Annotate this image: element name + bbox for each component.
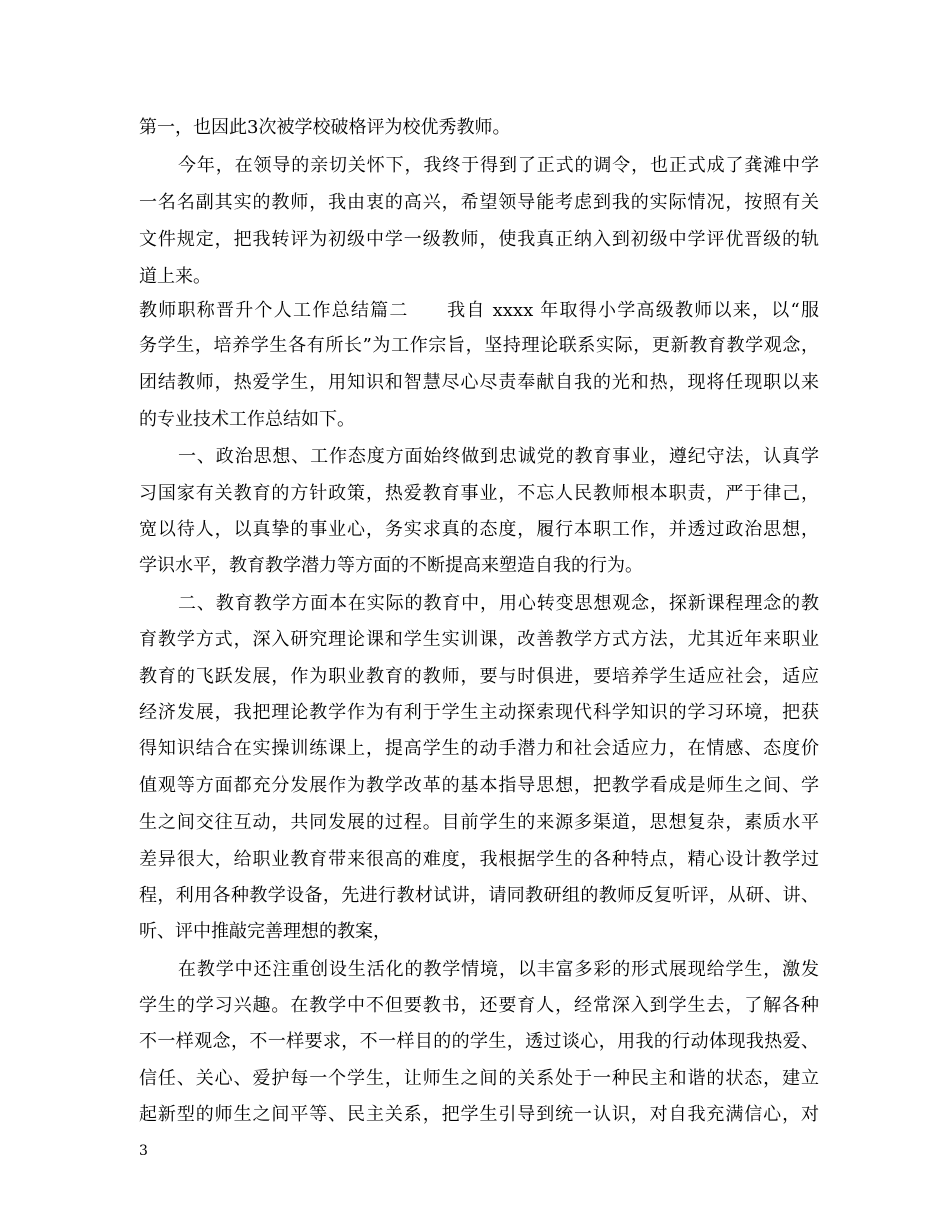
text-line: 一、政治思想、工作态度方面始终做到忠诚党的教育事业，遵纪守法，认真学: [178, 446, 819, 467]
text-line: 文件规定，把我转评为初级中学一级教师，使我真正纳入到初级中学评优晋级的轨: [139, 229, 819, 250]
text-line: 生之间交往互动，共同发展的过程。目前学生的来源多渠道，思想复杂，素质水平: [139, 812, 819, 833]
text-line: 得知识结合在实操训练课上，提高学生的动手潜力和社会适应力，在情感、态度价: [139, 738, 819, 759]
text-line: 学生的学习兴趣。在教学中不但要教书，还要育人，经常深入到学生去，了解各种: [139, 995, 819, 1016]
text-line: 不一样观念，不一样要求，不一样目的的学生，透过谈心，用我的行动体现我热爱、: [139, 1031, 819, 1052]
text-line: 信任、关心、爱护每一个学生，让师生之间的关系处于一种民主和谐的状态，建立: [139, 1068, 819, 1089]
text-line: 第一，也因此3次被学校破格评为校优秀教师。: [139, 117, 511, 138]
text-line: 育教学方式，深入研究理论课和学生实训课，改善教学方式方法，尤其近年来职业: [139, 629, 819, 650]
text-line: 经济发展，我把理论教学作为有利于学生主动探索现代科学知识的学习环境，把获: [139, 702, 819, 723]
text-line: 差异很大，给职业教育带来很高的难度，我根据学生的各种特点，精心设计教学过: [139, 849, 819, 870]
text-line: 团结教师，热爱学生，用知识和智慧尽心尽责奉献自我的光和热，现将任现职以来: [139, 372, 819, 393]
text-line: 二、教育教学方面本在实际的教育中，用心转变思想观念，探新课程理念的教: [178, 593, 819, 614]
text-line: 务学生，培养学生各有所长”为工作宗旨，坚持理论联系实际，更新教育教学观念，: [139, 335, 819, 356]
section-heading-line: 教师职称晋升个人工作总结篇二 我自 xxxx 年取得小学高级教师以来，以“服: [139, 300, 819, 321]
text-line: 宽以待人，以真挚的事业心，务实求真的态度，履行本职工作，并透过政治思想，: [139, 519, 819, 540]
text-line: 程，利用各种教学设备，先进行教材试讲，请同教研组的教师反复听评，从研、讲、: [139, 885, 819, 906]
text-line: 的专业技术工作总结如下。: [139, 409, 355, 430]
text-line: 在教学中还注重创设生活化的教学情境，以丰富多彩的形式展现给学生，激发: [178, 959, 819, 980]
text-line: 值观等方面都充分发展作为教学改革的基本指导思想，把教学看成是师生之间、学: [139, 775, 819, 796]
text-line: 今年，在领导的亲切关怀下，我终于得到了正式的调令，也正式成了龚滩中学: [178, 155, 819, 176]
text-line: 习国家有关教育的方针政策，热爱教育事业，不忘人民教师根本职责，严于律己，: [139, 483, 819, 504]
text-line: 一名名副其实的教师，我由衷的高兴，希望领导能考虑到我的实际情况，按照有关: [139, 192, 819, 213]
text-line: 起新型的师生之间平等、民主关系，把学生引导到统一认识，对自我充满信心，对: [139, 1104, 819, 1125]
text-line: 道上来。: [139, 266, 211, 287]
text-line: 听、评中推敲完善理想的教案，: [139, 921, 391, 942]
text-line: 学识水平，教育教学潜力等方面的不断提高来塑造自我的行为。: [139, 555, 643, 576]
text-line: 教育的飞跃发展，作为职业教育的教师，要与时俱进，要培养学生适应社会，适应: [139, 666, 819, 687]
page-number: 3: [139, 1143, 148, 1159]
